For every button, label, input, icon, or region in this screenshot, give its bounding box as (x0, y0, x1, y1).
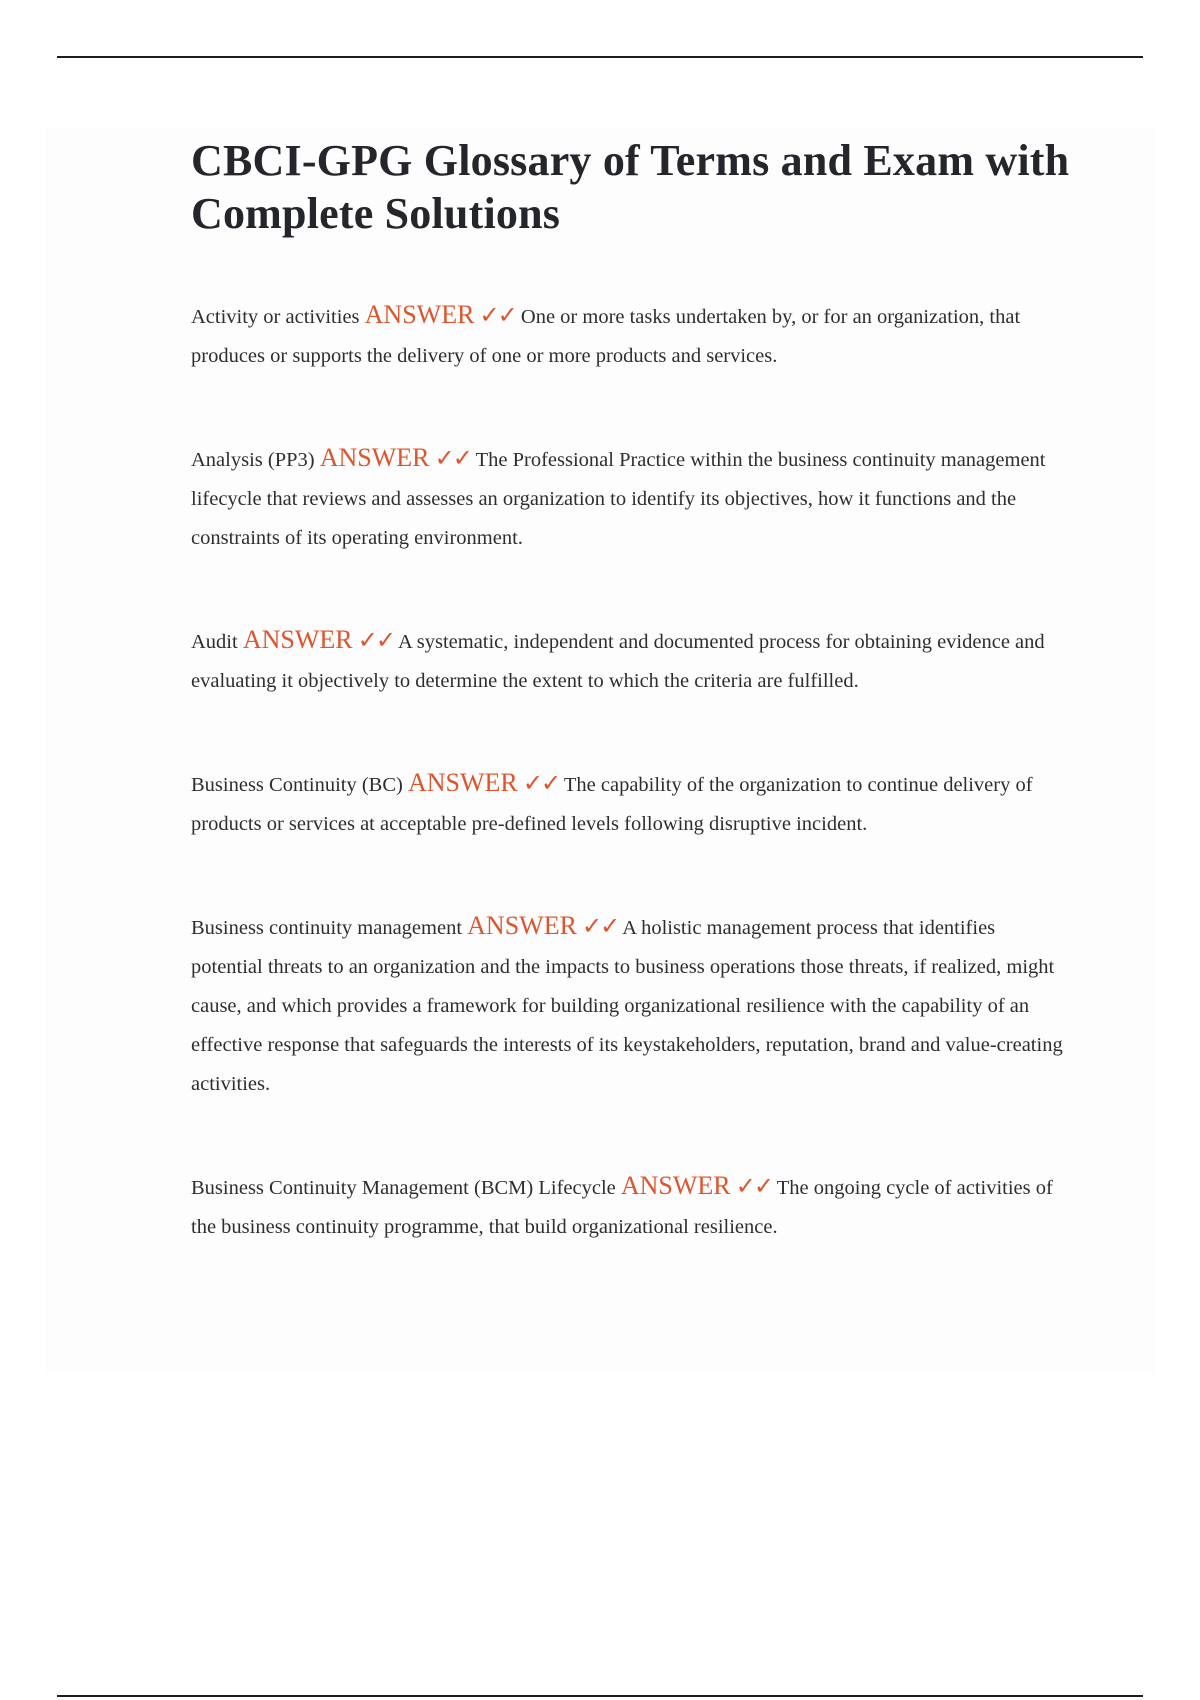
double-check-icon: ✓✓ (434, 444, 471, 472)
glossary-entry (191, 295, 1071, 376)
glossary-entry (191, 438, 1071, 558)
double-check-icon: ✓✓ (582, 912, 619, 940)
entry-term: Business Continuity (BC) (191, 774, 403, 796)
entry-definition: A systematic, independent and documented process for obtaining evidence and evaluating it objectively to determine the extent to which the criteria are fulfilled. (191, 631, 1045, 692)
document-title: CBCI-GPG Glossary of Terms and Exam with Complete Solutions (191, 136, 1070, 238)
entry-definition: The Professional Practice within the business continuity management lifecycle that reviews and assesses an organization to identify its objectives, how it functions and the constraints of its operating environment. (191, 449, 1046, 549)
answer-label: ANSWER (620, 1171, 731, 1200)
entry-definition: A holistic management process that identifies potential threats to an organization and the impacts to business operations those threats, if realized, might cause, and which provides a framework for building organizational resilience with the capability of an effective response that safeguards the interests of its keystakeholders, reputation, brand and value-creating activities. (191, 917, 1063, 1095)
entry-term: Business continuity management (191, 917, 463, 939)
double-check-icon: ✓✓ (357, 626, 394, 654)
answer-label: ANSWER (364, 300, 475, 329)
entry-term: Audit (191, 631, 238, 653)
entry-definition: The ongoing cycle of activities of the business continuity programme, that build organizational resilience. (191, 1177, 1053, 1238)
entry-term: Analysis (PP3) (191, 449, 315, 471)
answer-label: ANSWER (467, 911, 577, 940)
entry-term: Business Continuity Management (BCM) Lifecycle (191, 1177, 616, 1199)
entry-definition: The capability of the organization to continue delivery of products or services at acceptable pre-defined levels following disruptive incident. (191, 774, 1033, 835)
document-body (191, 134, 1071, 1309)
entry-term: Activity or activities (191, 306, 360, 328)
entry-definition: One or more tasks undertaken by, or for an organization, that produces or supports the delivery of one or more products and services. (191, 306, 1021, 367)
glossary-entry (191, 763, 1071, 844)
answer-label: ANSWER (407, 768, 518, 797)
glossary-list (191, 295, 1071, 1247)
glossary-entry (191, 620, 1071, 701)
glossary-entry (191, 1166, 1071, 1247)
double-check-icon: ✓✓ (522, 769, 560, 797)
double-check-icon: ✓✓ (735, 1172, 772, 1200)
bottom-rule (57, 1695, 1143, 1697)
double-check-icon: ✓✓ (479, 301, 516, 329)
answer-label: ANSWER (242, 625, 353, 654)
top-rule (57, 56, 1143, 58)
answer-label: ANSWER (319, 443, 430, 472)
glossary-entry (191, 906, 1071, 1104)
